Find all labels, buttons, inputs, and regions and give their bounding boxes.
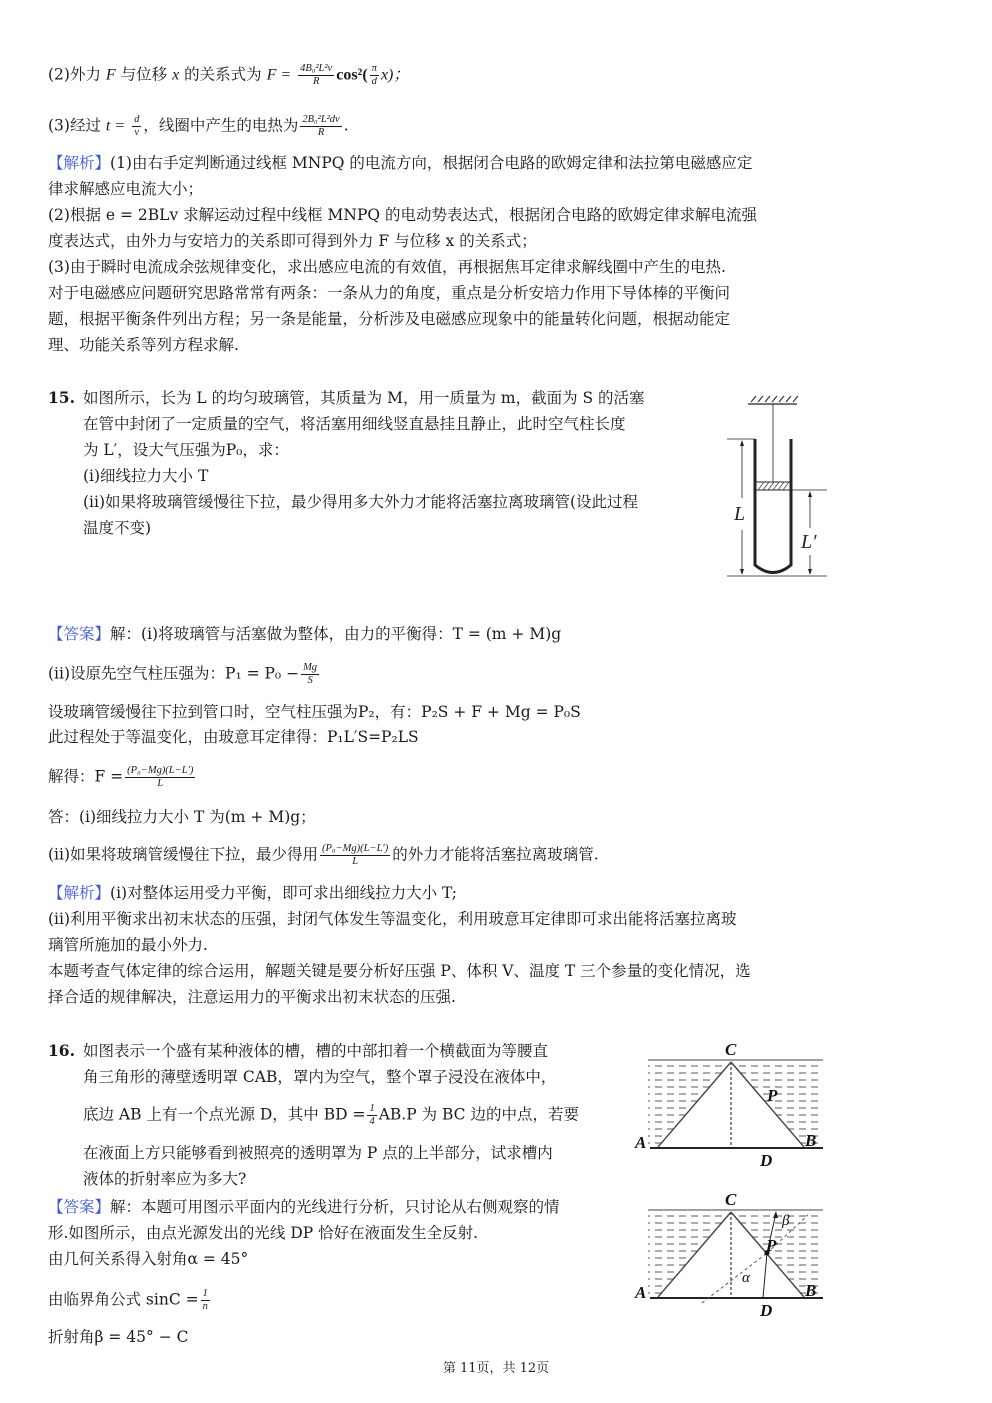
q16-answer-line — [48, 1196, 560, 1218]
q15-answer-line — [48, 662, 321, 687]
frac-num: 2B₀²L²dv — [302, 114, 340, 125]
q15-question-line: 为 L′，设大气压强为P₀，求： — [83, 441, 289, 459]
frac-den: L — [157, 778, 164, 789]
q15-answer-line: 设玻璃管缓慢往下拉到管口时，空气柱压强为P₂，有：P₂S + F + Mg = P₀S — [48, 703, 581, 721]
fraction — [320, 843, 390, 868]
text: ，线圈中产生的电热为 — [143, 116, 299, 135]
q15-analysis-line — [48, 882, 457, 904]
figure-label-D: D — [760, 1301, 773, 1320]
figure-label-Lprime: L′ — [801, 531, 817, 553]
fraction — [367, 1103, 376, 1128]
q15-answer-line — [48, 843, 599, 868]
answer-text: (ii)如果将玻璃管缓慢往下拉，最少得用 — [48, 845, 319, 864]
q14-answer-3 — [48, 114, 349, 139]
frac-num: d — [134, 114, 140, 125]
q16-answer-line — [48, 1288, 212, 1313]
fraction — [370, 63, 379, 88]
q16-question-line: 在液面上方只能够看到被照亮的透明罩为 P 点的上半部分，试求槽内 — [83, 1144, 553, 1162]
q16-answer-line: 形.如图所示，由点光源发出的光线 DP 恰好在液面发生全反射. — [48, 1224, 479, 1242]
figure-label-D: D — [760, 1151, 773, 1170]
q15-answer-line: 答：(i)细线拉力大小 T 为(m + M)g； — [48, 808, 316, 826]
math: t = — [105, 117, 126, 135]
frac-num: Mg — [303, 662, 318, 673]
text: . — [343, 116, 349, 135]
q15-analysis-line: 本题考查气体定律的综合运用，解题关键是要分析好压强 P、体积 V、温度 T 三个参量的变化情况，选 — [48, 962, 751, 980]
q15-answer-line — [48, 623, 561, 645]
fraction — [201, 1288, 210, 1313]
figure-label-P: P — [766, 1236, 777, 1255]
q14-analysis-line: 理、功能关系等列方程求解. — [48, 336, 239, 354]
q15-number: 15. — [48, 388, 75, 407]
q16-number: 16. — [48, 1041, 75, 1060]
answer-label: 【答案】 — [48, 625, 111, 643]
q15-tube-figure — [715, 390, 830, 580]
q15-answer-line: 此过程处于等温变化，由玻意耳定律得：P₁L′S=P₂LS — [48, 728, 419, 746]
math-var: x — [172, 66, 180, 84]
figure-label-A: A — [635, 1283, 647, 1302]
frac-num: (P₀−Mg)(L−L′) — [322, 843, 389, 854]
frac-num: 1 — [369, 1103, 375, 1114]
fraction — [125, 765, 195, 790]
page-footer: 第 11页，共 12页 — [442, 1361, 550, 1376]
frac-den: n — [202, 1301, 208, 1312]
math-var: F — [105, 66, 116, 84]
figure-label-C: C — [725, 1190, 737, 1209]
frac-den: R — [317, 127, 325, 138]
figure-label-alpha: α — [742, 1270, 750, 1286]
frac-den: 4 — [369, 1116, 375, 1127]
text: (3)经过 — [48, 116, 101, 135]
answer-text: 解得：F = — [48, 767, 124, 786]
q15-question-line: (i)细线拉力大小 T — [83, 467, 209, 485]
q15-answer-line — [48, 765, 197, 790]
q16-question-line: 角三角形的薄壁透明罩 CAB，罩内为空气，整个罩子浸没在液体中， — [83, 1068, 557, 1086]
question-text: AB.P 为 BC 边的中点，若要 — [378, 1105, 579, 1124]
q14-analysis-line: 度表达式，由外力与安培力的关系即可得到外力 F 与位移 x 的关系式； — [48, 232, 537, 250]
q15-question-line: 在管中封闭了一定质量的空气，将活塞用细线竖直悬挂且静止，此时空气柱长度 — [83, 415, 626, 433]
figure-label-beta: β — [782, 1213, 790, 1229]
q16-question-line: 液体的折射率应为多大? — [83, 1170, 247, 1188]
text: 与位移 — [120, 65, 168, 84]
frac-num: (P₀−Mg)(L−L′) — [127, 765, 194, 776]
frac-den: L — [352, 856, 359, 867]
answer-text: (ii)设原先空气柱压强为：P₁ = P₀ − — [48, 664, 300, 683]
q14-analysis-line: 对于电磁感应问题研究思路常常有两条：一条从力的角度，重点是分析安培力作用下导体棒的平衡问 — [48, 284, 731, 302]
q15-analysis-line: 择合适的规律解决，注意运用力的平衡求出初末状态的压强. — [48, 988, 456, 1006]
q15-analysis-line: 璃管所施加的最小外力. — [48, 936, 208, 954]
figure-label-A: A — [635, 1133, 647, 1152]
q16-answer-line: 由几何关系得入射角α = 45° — [48, 1250, 249, 1268]
math: x)； — [380, 66, 410, 84]
q15-question-line: 温度不变) — [83, 519, 152, 537]
text: 的关系式为 — [184, 65, 262, 84]
answer-text: 解：本题可用图示平面内的光线进行分析，只讨论从右侧观察的情 — [110, 1198, 560, 1216]
q14-answer-2 — [48, 63, 409, 88]
answer-text: 由临界角公式 sinC = — [48, 1290, 199, 1309]
frac-den: d — [371, 76, 377, 87]
q14-analysis-line: 题，根据平衡条件列出方程；另一条是能量，分析涉及电磁感应现象中的能量转化问题，根据动能定 — [48, 310, 731, 328]
analysis-label: 【解析】 — [48, 884, 111, 902]
frac-num: π — [371, 63, 377, 74]
analysis-text: (i)对整体运用受力平衡，即可求出细线拉力大小 T; — [110, 884, 458, 902]
figure-label-C: C — [725, 1040, 737, 1059]
q16-figure-1 — [630, 1035, 830, 1175]
q14-analysis-line: 律求解感应电流大小； — [48, 180, 204, 198]
math: F = — [266, 66, 292, 84]
q14-analysis-line — [48, 152, 752, 174]
frac-num: 4B₀²L²v — [300, 63, 333, 74]
q15-analysis-line: (ii)利用平衡求出初末状态的压强，封闭气体发生等温变化，利用玻意耳定律即可求出能将活塞拉离玻 — [48, 910, 737, 928]
answer-text: 的外力才能将活塞拉离玻璃管. — [392, 845, 599, 864]
q15-question-line: 如图所示，长为 L 的均匀玻璃管，其质量为 M，用一质量为 m，截面为 S 的活塞 — [83, 389, 645, 407]
fraction — [301, 662, 319, 687]
q14-analysis-line: (3)由于瞬时电流成余弦规律变化，求出感应电流的有效值，再根据焦耳定律求解线圈中产生的电热. — [48, 258, 726, 276]
q16-question-line — [83, 1103, 579, 1128]
math: cos²( — [336, 66, 368, 84]
figure-label-B: B — [805, 1281, 817, 1300]
text: (2)外力 — [48, 65, 101, 84]
answer-label: 【答案】 — [48, 1198, 111, 1216]
q16-question-line: 如图表示一个盛有某种液体的槽，槽的中部扣着一个横截面为等腰直 — [83, 1042, 549, 1060]
q15-question-line: (ii)如果将玻璃管缓慢往下拉，最少得用多大外力才能将活塞拉离玻璃管(设此过程 — [83, 493, 639, 511]
fraction — [298, 63, 334, 88]
frac-den: S — [307, 675, 313, 686]
analysis-text: (1)由右手定判断通过线框 MNPQ 的电流方向，根据闭合电路的欧姆定律和法拉第电磁感应定 — [110, 154, 753, 172]
frac-den: R — [312, 76, 320, 87]
figure-label-B: B — [805, 1131, 817, 1150]
figure-label-P: P — [767, 1086, 778, 1105]
analysis-label: 【解析】 — [48, 154, 111, 172]
fraction — [132, 114, 141, 139]
q16-figure-2 — [630, 1185, 830, 1325]
fraction — [300, 114, 341, 139]
answer-text: 解：(i)将玻璃管与活塞做为整体，由力的平衡得：T = (m + M)g — [110, 625, 562, 643]
frac-den: v — [134, 127, 140, 138]
question-text: 底边 AB 上有一个点光源 D，其中 BD = — [83, 1105, 366, 1124]
figure-label-L: L — [734, 503, 746, 525]
frac-num: 1 — [202, 1288, 208, 1299]
q16-answer-line: 折射角β = 45° − C — [48, 1328, 189, 1346]
q14-analysis-line: (2)根据 e = 2BLv 求解运动过程中线框 MNPQ 的电动势表达式，根据闭合电路的欧姆定律求解电流强 — [48, 206, 758, 224]
